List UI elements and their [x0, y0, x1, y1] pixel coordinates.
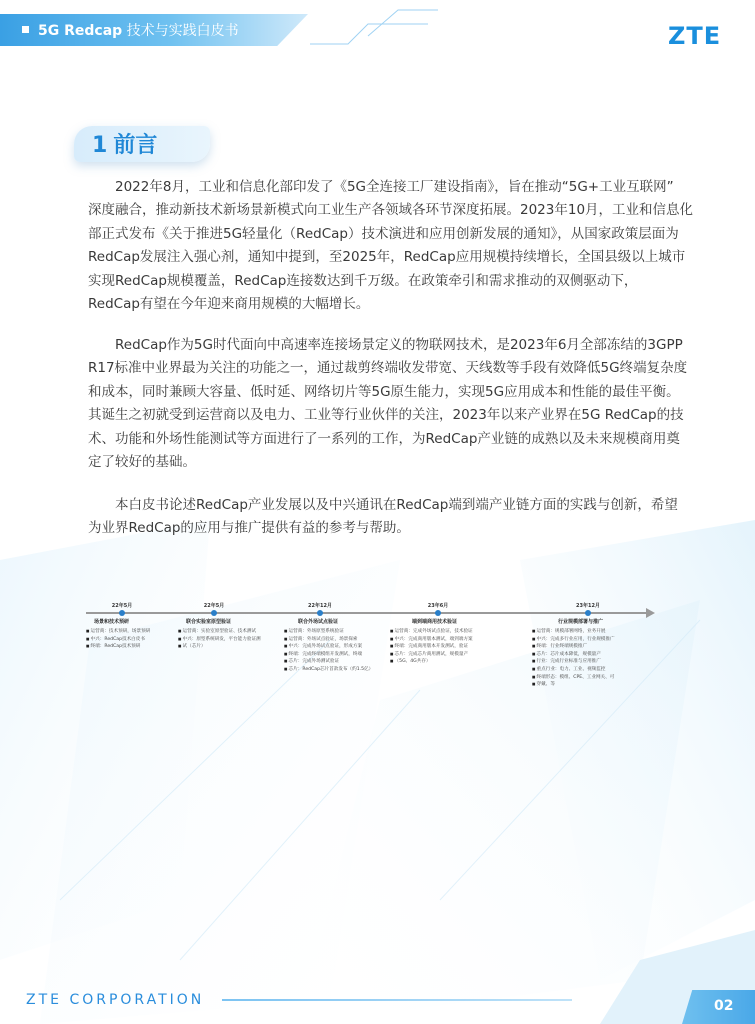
paragraph-line: RedCap有望在今年迎来商用规模的大幅增长。	[88, 296, 370, 313]
timeline-item: ■ 终端形态：模组、CPE、工业网关、可	[532, 674, 615, 682]
timeline-item: ■ 芯片：完成芯片商用测试，规模量产	[390, 651, 473, 659]
header-brand: 5G Redcap	[38, 23, 123, 39]
paragraph-line: 深度融合，推动新技术新场景新模式向工业生产各领域各环节深度拓展。2023年10月，工业和信息化	[88, 202, 694, 219]
timeline-item: ■ 运营商：规模部署网络，业务开展	[532, 628, 615, 636]
paragraph-line: 为业界RedCap的应用与推广提供有益的参考与帮助。	[88, 520, 410, 537]
timeline-dot	[317, 610, 323, 616]
timeline-date: 22年5月	[203, 603, 225, 609]
paragraph-1	[88, 176, 694, 316]
section-number: 1	[92, 133, 108, 158]
timeline-items	[178, 628, 261, 651]
timeline-item: ■ 中兴：完成外场试点验证，形成方案	[284, 643, 373, 651]
header-title-rest: 技术与实践白皮书	[122, 23, 239, 39]
timeline-dot	[211, 610, 217, 616]
timeline-item: ■ 重点行业：电力、工业、视频监控	[532, 666, 615, 674]
section-title	[92, 128, 157, 159]
timeline-heading: 场景和技术预研	[94, 619, 130, 625]
zte-logo: ZTE	[668, 22, 722, 50]
timeline-date: 23年12月	[576, 603, 600, 609]
header-line-decoration	[308, 0, 448, 60]
paragraph-line: RedCap发展注入强心剂，通知中提到，至2025年，RedCap应用规模持续增长，全国县级以上城市	[88, 249, 686, 266]
timeline-date: 23年6月	[427, 603, 449, 609]
timeline-heading: 行业规模部署与推广	[558, 619, 604, 625]
section-heading: 前言	[113, 133, 158, 158]
timeline-item: ■ 试（芯片）	[178, 643, 261, 651]
timeline-item: ■ 运营商：完成外场试点验证，技术验证	[390, 628, 473, 636]
timeline-date: 22年5月	[111, 603, 133, 609]
timeline-items	[390, 628, 473, 666]
footer-company: ZTE CORPORATION	[26, 992, 205, 1008]
paragraph-2	[88, 334, 688, 474]
paragraph-line: R17标准中业界最为关注的功能之一，通过裁剪终端收发带宽、天线数等手段有效降低5G终端复杂度	[88, 360, 688, 377]
timeline-item: ■ 芯片：芯片成本降低，规模量产	[532, 651, 615, 659]
timeline-heading: 联合外场试点验证	[298, 619, 339, 625]
timeline-item: ■ 芯片：完成外场测试验证	[284, 658, 373, 666]
timeline-item: ■ 终端：行业终端规模推广	[532, 643, 615, 651]
timeline-arrow-icon	[646, 608, 655, 618]
timeline-item: ■ 中兴：原型系统研发，平台能力验证测	[178, 636, 261, 644]
timeline-heading: 联合实验室原型验证	[186, 619, 232, 625]
paragraph-line: 本白皮书论述RedCap产业发展以及中兴通讯在RedCap端到端产业链方面的实践与创新，希望	[88, 497, 678, 513]
page-number: 02	[714, 998, 734, 1014]
timeline-item: ■ 中兴：RedCap技术白皮书	[86, 636, 150, 644]
timeline-item: ■ 终端：RedCap技术预研	[86, 643, 150, 651]
timeline-axis	[86, 612, 650, 614]
timeline-items	[284, 628, 373, 674]
paragraph-line: 2022年8月，工业和信息化部印发了《5G全连接工厂建设指南》，旨在推动“5G+工业互联网”	[88, 179, 674, 195]
paragraph-line: 定了较好的基础。	[88, 454, 196, 471]
paragraph-line: 其诞生之初就受到运营商以及电力、工业等行业伙伴的关注，2023年以来产业界在5G RedCap的技	[88, 407, 684, 424]
paragraph-line: 术、功能和外场性能测试等方面进行了一系列的工作，为RedCap产业链的成熟以及未来规模商用奠	[88, 430, 680, 447]
timeline-item: ■ 运营商：外场试点验证，场景探索	[284, 636, 373, 644]
timeline-item: ■ 运营商：技术预研，场景预研	[86, 628, 150, 636]
paragraph-line: 实现RedCap规模覆盖，RedCap连接数达到千万级。在政策牵引和需求推动的双侧驱动下，	[88, 272, 638, 289]
timeline-item: ■ 运营商：外场原型系统验证	[284, 628, 373, 636]
paragraph-line: 部正式发布《关于推进5G轻量化（RedCap）技术演进和应用创新发展的通知》，从国家政策层面为	[88, 225, 679, 242]
paragraph-line: 和成本，同时兼顾大容量、低时延、网络切片等5G原生能力，实现5G应用成本和性能的最佳平衡。	[88, 383, 680, 400]
timeline-diagram	[86, 598, 660, 698]
timeline-item: ■ （5G、4G共存）	[390, 658, 473, 666]
timeline-item: ■ 终端：完成终端模组开发测试，终端	[284, 651, 373, 659]
timeline-item: ■ 中兴：完成商用版本测试，端到端方案	[390, 636, 473, 644]
timeline-items	[532, 628, 615, 689]
timeline-item: ■ 终端：完成商用版本开发测试，验证	[390, 643, 473, 651]
header-square-icon	[22, 26, 29, 33]
footer-line	[222, 999, 572, 1001]
header-title	[22, 20, 239, 40]
timeline-item: ■ 中兴：完成多行业应用，行业规模推广	[532, 636, 615, 644]
timeline-dot	[585, 610, 591, 616]
paragraph-3	[88, 494, 678, 541]
paragraph-line: RedCap作为5G时代面向中高速率连接场景定义的物联网技术，是2023年6月全部冻结的3GPP	[88, 337, 683, 353]
timeline-item: ■ 穿戴、等	[532, 681, 615, 689]
timeline-heading: 端到端商用技术验证	[412, 619, 458, 625]
timeline-dot	[119, 610, 125, 616]
timeline-item: ■ 行业：完成行业标准与应用推广	[532, 658, 615, 666]
timeline-dot	[435, 610, 441, 616]
timeline-item: ■ 芯片：RedCap芯片首款发布（约1.5亿）	[284, 666, 373, 674]
timeline-items	[86, 628, 150, 651]
timeline-date: 22年12月	[308, 603, 332, 609]
timeline-item: ■ 运营商：实验室原型验证、技术测试	[178, 628, 261, 636]
